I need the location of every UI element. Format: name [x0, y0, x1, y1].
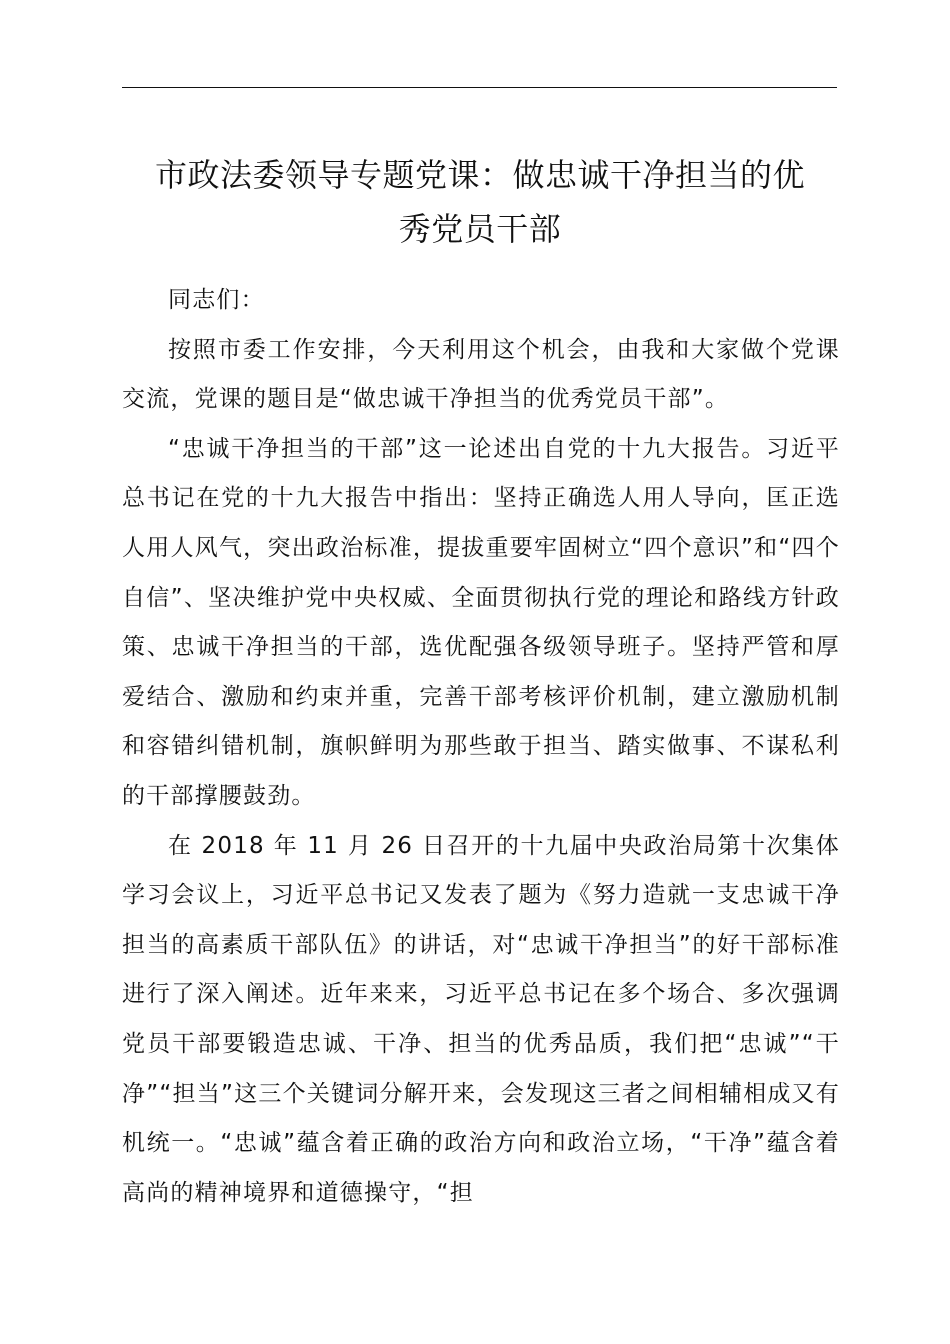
title-line-2: 秀党员干部	[398, 210, 562, 248]
paragraph: 在 2018 年 11 月 26 日召开的十九届中央政治局第十次集体学习会议上，习近平总书记又发表了题为《努力造就一支忠诚干净担当的高素质干部队伍》的讲话，对“忠诚干净担当”的好干部标准进行了深入阐述。近年来来，习近平总书记在多个场合、多次强调党员干部要锻造忠诚、干净、担当的优秀品质，我们把“忠诚”“干净”“担当”这三个关键词分解开来，会发现这三者之间相辅相成又有机统一。“忠诚”蕴含着正确的政治方向和政治立场，“干净”蕴含着高尚的精神境界和道德操守，“担	[122, 832, 840, 1206]
header-rule	[122, 87, 837, 88]
document-title	[110, 148, 850, 256]
document-body	[122, 276, 840, 1218]
salutation: 同志们：	[168, 287, 265, 313]
paragraph: 按照市委工作安排，今天利用这个机会，由我和大家做个党课交流，党课的题目是“做忠诚干净担当的优秀党员干部”。	[122, 336, 840, 413]
title-line-1: 市政法委领导专题党课：做忠诚干净担当的优	[154, 156, 805, 194]
paragraph: “忠诚干净担当的干部”这一论述出自党的十九大报告。习近平总书记在党的十九大报告中指出：坚持正确选人用人导向，匡正选人用人风气，突出政治标准，提拔重要牢固树立“四个意识”和“四个自信”、坚决维护党中央权威、全面贯彻执行党的理论和路线方针政策、忠诚干净担当的干部，选优配强各级领导班子。坚持严管和厚爱结合、激励和约束并重，完善干部考核评价机制，建立激励机制和容错纠错机制，旗帜鲜明为那些敢于担当、踏实做事、不谋私利的干部撑腰鼓劲。	[122, 435, 840, 809]
